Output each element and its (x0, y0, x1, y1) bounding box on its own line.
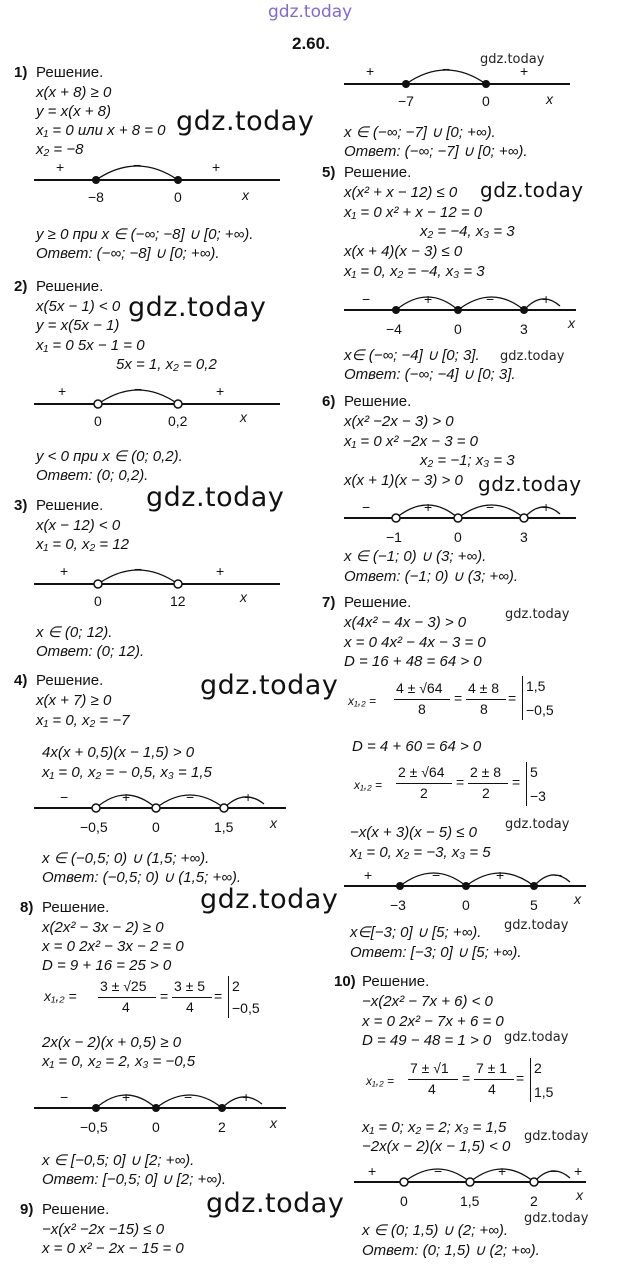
formula-eq: = (160, 988, 169, 1004)
problem-4b-line: 4x(x + 0,5)(x − 1,5) > 0 (42, 744, 195, 761)
problem-6-result: x ∈ (−1; 0) ∪ (3; +∞). (344, 548, 487, 565)
sign: − (362, 499, 371, 515)
formula-den: 4 (186, 999, 194, 1015)
formula-den: 4 (488, 1081, 496, 1097)
formula-eq: = (512, 774, 521, 790)
number-line-5 (340, 288, 590, 348)
formula-eq: = (508, 690, 517, 706)
watermark: gdz.today (128, 292, 267, 323)
sign: + (368, 1163, 377, 1179)
root-value: 1,5 (534, 1084, 554, 1100)
problem-8-line: D = 9 + 16 = 25 > 0 (42, 957, 172, 974)
formula-den: 8 (418, 701, 426, 717)
number-line-10 (350, 1160, 600, 1220)
sign: + (60, 563, 69, 579)
root-bracket (522, 676, 523, 720)
tick-label: 0 (94, 413, 102, 429)
problem-8-line: x = 0 2x² − 3x − 2 = 0 (42, 938, 184, 955)
sign: − (442, 61, 451, 77)
sign: − (486, 291, 495, 307)
problem-7-line: D = 16 + 48 = 64 > 0 (344, 653, 482, 670)
tick-label: 0 (152, 1119, 160, 1135)
problem-2-result: y < 0 при x ∈ (0; 0,2). (36, 448, 183, 465)
sign: + (542, 291, 551, 307)
problem-6-line: x₂ = −1; x₃ = 3 (420, 452, 515, 469)
sign: − (550, 1163, 559, 1179)
formula-num: 4 ± √64 (396, 680, 443, 696)
root-value: −0,5 (526, 702, 554, 718)
axis-x: x (568, 315, 575, 331)
problem-10-result: x ∈ (0; 1,5) ∪ (2; +∞). (362, 1222, 509, 1239)
fraction-bar (394, 699, 450, 700)
problem-5-line: x(x + 4)(x − 3) ≤ 0 (344, 243, 463, 260)
sign: − (134, 561, 143, 577)
number-line-6 (340, 496, 590, 556)
root-bracket (228, 976, 229, 1018)
axis-x: x (574, 891, 581, 907)
watermark: gdz.today (200, 670, 339, 701)
watermark: gdz.today (500, 349, 565, 364)
tick-label: 0 (482, 93, 490, 109)
root-bracket (530, 1058, 531, 1102)
problem-5-line: x₁ = 0, x₂ = −4, x₃ = 3 (344, 263, 485, 280)
tick-label: 0 (454, 529, 462, 545)
problem-8-result: x ∈ [−0,5; 0] ∪ [2; +∞). (42, 1152, 195, 1169)
problem-8-title: Решение. (42, 899, 110, 916)
problem-8-line: x₁ = 0, x₂ = 2, x₃ = −0,5 (42, 1053, 196, 1070)
axis-x: x (270, 1115, 277, 1131)
formula-num: 7 ± √1 (410, 1060, 449, 1076)
axis-x: x (546, 91, 553, 107)
problem-3-line: x₁ = 0, x₂ = 12 (36, 536, 130, 553)
root-value: −0,5 (232, 1000, 260, 1016)
problem-10-line: −2x(x − 2)(x − 1,5) < 0 (362, 1138, 511, 1155)
problem-2-number: 2) (14, 278, 28, 295)
sign: + (520, 63, 529, 79)
sign: + (58, 383, 67, 399)
problem-10-title: Решение. (362, 973, 430, 990)
number-line-4 (30, 786, 300, 846)
problem-4-number: 4) (14, 672, 28, 689)
tick-label: 5 (530, 897, 538, 913)
problem-9-number: 9) (20, 1201, 34, 1218)
root-bracket (526, 762, 527, 806)
sign: + (364, 867, 373, 883)
problem-6-line: x(x² −2x − 3) > 0 (344, 413, 454, 430)
problem-10-line: −x(2x² − 7x + 6) < 0 (362, 993, 493, 1010)
problem-2-line: 5x = 1, x₂ = 0,2 (116, 356, 217, 373)
fraction-bar (98, 997, 156, 998)
tick-label: −7 (398, 93, 414, 109)
sign: + (366, 63, 375, 79)
formula-den: 2 (482, 785, 490, 801)
axis-x: x (240, 409, 247, 425)
number-line-7 (340, 864, 600, 924)
problem-4b-line: x₁ = 0, x₂ = − 0,5, x₃ = 1,5 (42, 764, 212, 781)
root-value: −3 (530, 788, 546, 804)
tick-label: 0 (454, 321, 462, 337)
problem-10-answer: Ответ: (0; 1,5) ∪ (2; +∞). (362, 1242, 540, 1259)
axis-x: x (240, 589, 247, 605)
sign: + (216, 563, 225, 579)
tick-label: 2 (530, 1193, 538, 1209)
problem-7-answer: Ответ: [−3; 0] ∪ [5; +∞). (350, 944, 522, 961)
root-value: 5 (530, 764, 538, 780)
problem-5-line: x(x² + x − 12) ≤ 0 (344, 184, 458, 201)
problem-5-title: Решение. (344, 164, 412, 181)
problem-10-number: 10) (334, 973, 356, 990)
sign: + (542, 499, 551, 515)
fraction-bar (466, 699, 506, 700)
tick-label: 0 (462, 897, 470, 913)
fraction-bar (172, 997, 212, 998)
problem-2-answer: Ответ: (0; 0,2). (36, 467, 149, 484)
number-line-3 (30, 562, 290, 622)
formula-lhs: x₁,₂ = (348, 694, 377, 708)
sign: − (554, 867, 563, 883)
axis-x: x (242, 187, 249, 203)
problem-7-result: x∈[−3; 0] ∪ [5; +∞). (350, 924, 482, 941)
tick-label: 0 (174, 189, 182, 205)
problem-10-line: x = 0 2x² − 7x + 6 = 0 (362, 1013, 504, 1030)
watermark: gdz.today (146, 482, 285, 513)
sign: + (498, 1163, 507, 1179)
problem-3-number: 3) (14, 497, 28, 514)
problem-7-number: 7) (322, 594, 336, 611)
tick-label: 0 (400, 1193, 408, 1209)
fraction-bar (468, 783, 508, 784)
sign: + (56, 159, 65, 175)
number-line-2 (30, 382, 290, 442)
problem-7-line: x = 0 4x² − 4x − 3 = 0 (344, 634, 486, 651)
tick-label: −3 (390, 897, 406, 913)
watermark: gdz.today (480, 178, 584, 202)
formula-num: 7 ± 1 (476, 1060, 508, 1076)
watermark: gdz.today (504, 918, 569, 933)
exercise-number: 2.60. (292, 34, 330, 53)
header-site: gdz.today (268, 2, 353, 22)
problem-9-title: Решение. (42, 1201, 110, 1218)
problem-9-line: −x(x² −2x −15) ≤ 0 (42, 1221, 165, 1238)
formula-num: 3 ± 5 (174, 978, 206, 994)
sign: − (186, 789, 195, 805)
problem-6-number: 6) (322, 393, 336, 410)
problem-4b-answer: Ответ: (−0,5; 0) ∪ (1,5; +∞). (42, 869, 242, 886)
watermark: gdz.today (176, 106, 315, 137)
problem-1-answer: Ответ: (−∞; −8] ∪ [0; +∞). (36, 245, 220, 262)
formula-eq: = (214, 988, 223, 1004)
formula-eq: = (456, 774, 465, 790)
sign: + (244, 789, 253, 805)
watermark: gdz.today (505, 817, 570, 832)
formula-den: 4 (122, 999, 130, 1015)
problem-7b-line: D = 4 + 60 = 64 > 0 (352, 738, 482, 755)
axis-x: x (576, 1187, 583, 1203)
tick-label: 1,5 (214, 819, 234, 835)
problem-6-answer: Ответ: (−1; 0) ∪ (3; +∞). (344, 568, 519, 585)
sign: + (122, 1089, 131, 1105)
formula-lhs: x₁,₂ = (44, 988, 77, 1004)
formula-lhs: x₁,₂ = (354, 778, 383, 792)
sign: + (424, 291, 433, 307)
problem-10-line: x₁ = 0; x₂ = 2; x₃ = 1,5 (362, 1119, 507, 1136)
watermark: gdz.today (524, 1129, 589, 1144)
sign: − (134, 381, 143, 397)
sign: − (486, 499, 495, 515)
sign: − (133, 157, 142, 173)
problem-3-answer: Ответ: (0; 12). (36, 643, 145, 660)
number-line-9 (340, 62, 580, 122)
formula-lhs: x₁,₂ = (366, 1074, 395, 1088)
problem-1-line: x(x + 8) ≥ 0 (36, 84, 112, 101)
fraction-bar (408, 1079, 458, 1080)
number-line-1 (30, 158, 290, 218)
tick-label: −0,5 (80, 1119, 108, 1135)
problem-9-result: x ∈ (−∞; −7] ∪ [0; +∞). (344, 124, 496, 141)
sign: − (432, 867, 441, 883)
formula-num: 2 ± 8 (470, 764, 502, 780)
problem-8-number: 8) (20, 899, 34, 916)
sign: − (60, 1089, 69, 1105)
root-value: 1,5 (526, 678, 546, 694)
problem-7b-line: x₁ = 0, x₂ = −3, x₃ = 5 (350, 844, 491, 861)
problem-5-result: x∈ (−∞; −4] ∪ [0; 3]. (344, 347, 480, 364)
formula-num: 2 ± √64 (398, 764, 445, 780)
tick-label: −1 (386, 529, 402, 545)
fraction-bar (396, 783, 452, 784)
formula-eq: = (462, 1070, 471, 1086)
sign: + (574, 1163, 583, 1179)
problem-1-result: y ≥ 0 при x ∈ (−∞; −8] ∪ [0; +∞). (36, 226, 254, 243)
root-value: 2 (232, 978, 240, 994)
problem-5-answer: Ответ: (−∞; −4] ∪ [0; 3]. (344, 366, 516, 383)
formula-eq: = (454, 690, 463, 706)
problem-1-number: 1) (14, 64, 28, 81)
watermark: gdz.today (504, 1030, 569, 1045)
sign: + (424, 499, 433, 515)
problem-3-line: x(x − 12) < 0 (36, 517, 121, 534)
watermark: gdz.today (505, 607, 570, 622)
number-line-8 (30, 1086, 300, 1146)
problem-3-title: Решение. (36, 497, 104, 514)
sign: − (362, 291, 371, 307)
tick-label: 0 (94, 593, 102, 609)
sign: − (60, 789, 69, 805)
watermark: gdz.today (206, 1188, 345, 1219)
watermark: gdz.today (200, 884, 339, 915)
formula-eq: = (516, 1070, 525, 1086)
sign: − (434, 1163, 443, 1179)
formula-den: 2 (420, 785, 428, 801)
problem-2-line: x(5x − 1) < 0 (36, 298, 121, 315)
formula-num: 4 ± 8 (468, 680, 500, 696)
problem-8-line: 2x(x − 2)(x + 0,5) ≥ 0 (42, 1034, 182, 1051)
watermark: gdz.today (524, 1211, 589, 1226)
tick-label: 12 (170, 593, 186, 609)
problem-4-line: x₁ = 0, x₂ = −7 (36, 712, 130, 729)
formula-den: 4 (428, 1081, 436, 1097)
tick-label: −0,5 (80, 819, 108, 835)
problem-4-line: x(x + 7) ≥ 0 (36, 692, 112, 709)
sign: + (496, 867, 505, 883)
problem-5-line: x₂ = −4, x₃ = 3 (420, 223, 515, 240)
problem-2-title: Решение. (36, 278, 104, 295)
sign: + (122, 789, 131, 805)
problem-1-title: Решение. (36, 64, 104, 81)
tick-label: 3 (520, 321, 528, 337)
problem-9-answer: Ответ: (−∞; −7] ∪ [0; +∞). (344, 143, 528, 160)
problem-1-line: x₂ = −8 (36, 141, 84, 158)
problem-1-line: y = x(x + 8) (36, 103, 112, 120)
problem-6-line: x(x + 1)(x − 3) > 0 (344, 472, 463, 489)
problem-5-line: x₁ = 0 x² + x − 12 = 0 (344, 204, 483, 221)
sign: + (212, 159, 221, 175)
tick-label: 1,5 (460, 1193, 480, 1209)
formula-num: 3 ± √25 (100, 978, 147, 994)
problem-3-result: x ∈ (0; 12). (36, 624, 113, 641)
problem-7-title: Решение. (344, 594, 412, 611)
sign: + (242, 1089, 251, 1105)
tick-label: −4 (386, 321, 402, 337)
problem-10-line: D = 49 − 48 = 1 > 0 (362, 1032, 492, 1049)
watermark: gdz.today (478, 472, 582, 496)
tick-label: 0,2 (168, 413, 188, 429)
tick-label: 2 (218, 1119, 226, 1135)
sign: + (216, 383, 225, 399)
problem-7b-line: −x(x + 3)(x − 5) ≤ 0 (350, 824, 478, 841)
problem-9-line: x = 0 x² − 2x − 15 = 0 (42, 1240, 184, 1257)
formula-den: 8 (480, 701, 488, 717)
fraction-bar (474, 1079, 514, 1080)
watermark: gdz.today (480, 52, 545, 67)
problem-1-line: x₁ = 0 или x + 8 = 0 (36, 122, 166, 139)
problem-7-line: x(4x² − 4x − 3) > 0 (344, 614, 467, 631)
problem-8-line: x(2x² − 3x − 2) ≥ 0 (42, 919, 164, 936)
problem-6-line: x₁ = 0 x² −2x − 3 = 0 (344, 433, 478, 450)
problem-4b-result: x ∈ (−0,5; 0) ∪ (1,5; +∞). (42, 850, 210, 867)
problem-5-number: 5) (322, 164, 336, 181)
tick-label: 0 (152, 819, 160, 835)
tick-label: 3 (520, 529, 528, 545)
tick-label: −8 (88, 189, 104, 205)
axis-x: x (270, 815, 277, 831)
problem-6-title: Решение. (344, 393, 412, 410)
problem-2-line: x₁ = 0 5x − 1 = 0 (36, 337, 145, 354)
problem-4-title: Решение. (36, 672, 104, 689)
problem-8-answer: Ответ: [−0,5; 0] ∪ [2; +∞). (42, 1171, 227, 1188)
root-value: 2 (534, 1060, 542, 1076)
sign: − (184, 1089, 193, 1105)
problem-2-line: y = x(5x − 1) (36, 317, 120, 334)
